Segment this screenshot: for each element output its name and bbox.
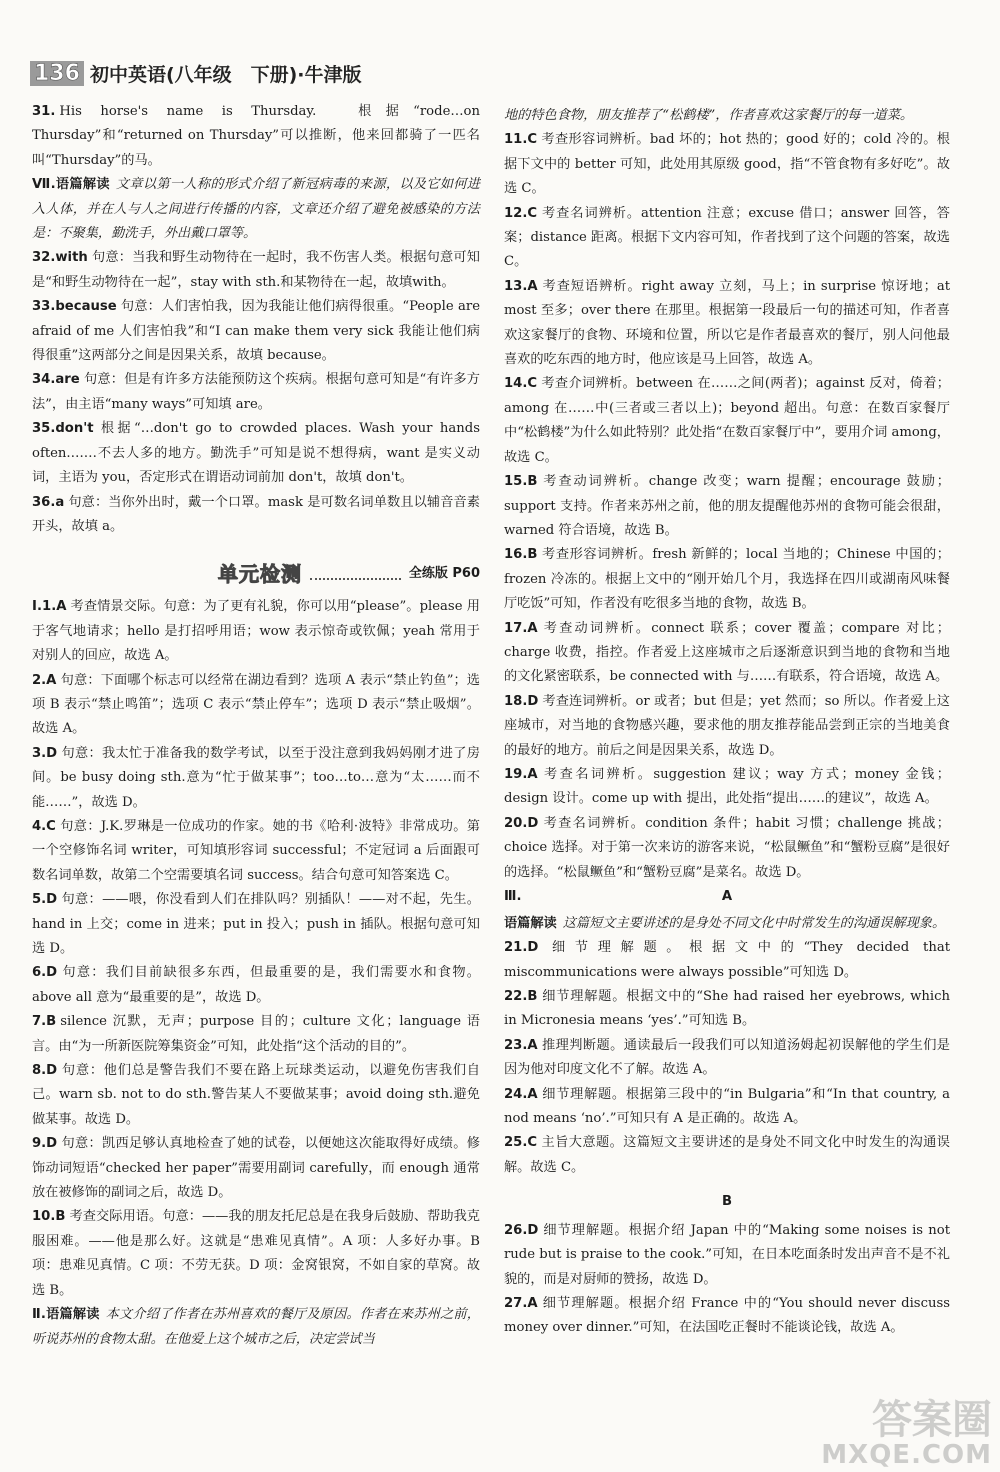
answer-list [32,100,480,173]
page-header [30,58,362,88]
answer-item [504,470,950,543]
unit-test-ref: 全练版 P60 [408,566,480,582]
answer-explanation: 考查动词辨析。connect 联系；cover 覆盖；compare 对比；charge 收费，指控。作者爱上这座城市之后逐渐意识到当地的食物和当地的文化紧密联系，be connected with 与……有联系，符合语境，故选 A。 [504,620,950,685]
answer-item [504,1292,950,1341]
answer-explanation: 细节理解题。根据文中的“They decided that miscommunications were always possible”可知选 D。 [504,940,950,980]
answer-explanation: silence 沉默，无声；purpose 目的；culture 文化；language 语言。由“为一所新医院筹集资金”可知，此处指“这个活动的目的”。 [32,1014,480,1054]
answer-number: 21.D [504,940,539,956]
answer-explanation: 考查短语辨析。right away 立刻，马上；in surprise 惊讶地；at most 至多；over there 在那里。根据第一段最后一句的描述可知，作者喜欢这家餐厅的食物、环境和位置，所以它是作者最喜欢的餐厅，别人问他最喜欢的吃东西的地方时，他应该是马上回答，故选 A。 [504,278,950,368]
answer-explanation: 考查动词辨析。change 改变；warn 提醒；encourage 鼓励；support 支持。作者来苏州之前，他的朋友提醒他苏州的食物可能会很甜，warned 符合语境，故选 B。 [504,474,950,538]
leader-dots [310,578,401,580]
answer-list [32,595,480,1303]
answer-explanation: 句意：J.K.罗琳是一位成功的作家。她的书《哈利·波特》非常成功。第一个空修饰名词 writer，可知填形容词 successful；不定冠词 a 后面跟可数名词单数，故第二个空需要填名词 success。结合句意可知答案选 C。 [32,818,480,883]
passage-b-heading: B [721,1194,733,1210]
answer-item [32,1010,480,1059]
answer-explanation: 句意：他们总是警告我们不要在路上玩球类运动，以避免伤害我们自己。warn sb. not to do sth.警告某人不要做某事；avoid doing sth.避免做某事。故选 D。 [32,1063,480,1127]
answer-item [504,1219,950,1292]
answer-item [32,100,480,173]
answer-explanation: 考查介词辨析。between 在……之间(两者)；against 反对，倚着；among 在……中(三者或三者以上)；beyond 超出。句意：在数百家餐厅中“松鹤楼”为什么如此特别？此处指“在数百家餐厅中”，要用介词 among，故选 C。 [504,376,950,465]
answer-explanation: 考查情景交际。句意：为了更有礼貌，你可以用“please”。please 用于客气地请求；hello 是打招呼用语；wow 表示惊奇或钦佩；yeah 常用于对别人的回应，故选 A。 [32,599,480,664]
answer-explanation: 主旨大意题。这篇短文主要讲述的是身处不同文化中时发生的沟通误解。故选 C。 [504,1135,950,1175]
answer-explanation: 细节理解题。根据介绍 Japan 中的“Making some noises is not rude but is praise to the cook.”可知，在日本吃面条时发出声音不是不礼貌的，而是对厨师的赞扬，故选 D。 [504,1222,950,1287]
answer-number: 20.D [504,815,539,831]
answer-item [504,617,950,690]
answer-number: 36.a [32,494,65,510]
answer-item [32,1132,480,1205]
answer-number: 17.A [504,620,538,636]
reading-summary: 语篇解读 这篇短文主要讲述的是身处不同文化中时常发生的沟通误解现象。 [504,915,946,931]
answer-number: 26.D [504,1222,539,1238]
answer-item [32,295,480,368]
answer-explanation: 句意：当我和野生动物待在一起时，我不伤害人类。根据句意可知是“和野生动物待在一起”，stay with sth.和某物待在一起，故填with。 [32,250,480,290]
answer-explanation: 考查连词辨析。or 或者；but 但是；yet 然而；so 所以。作者爱上这座城市，对当地的食物感兴趣，要求他的朋友推荐能品尝到正宗的当地美食的最好的地方。前后之间是因果关系，故选 D。 [504,693,950,758]
answer-number: 14.C [504,376,538,392]
answer-explanation: 考查形容词辨析。fresh 新鲜的；local 当地的；Chinese 中国的；frozen 冷冻的。根据上文中的“刚开始几个月，我选择在四川或湖南风味餐厅吃饭”可知，作者没有吃很多当地的食物，故选 B。 [504,547,950,612]
answer-item [32,595,480,668]
answer-number: 12.C [504,205,538,221]
answer-item [504,985,950,1034]
answer-item [32,742,480,815]
answer-list [504,936,950,1180]
answer-number: 13.A [504,278,538,294]
answer-list [32,246,480,539]
answer-explanation: 细节理解题。根据介绍 France 中的“You should never discuss money over dinner.”可知，在法国吃正餐时不能谈论钱，故选 A。 [504,1295,950,1336]
answer-explanation: 根据“…don't go to crowded places. Wash your hands often.……不去人多的地方。勤洗手”可知是说不想得病，want 是实义动词，主语为 you，否定形式在谓语动词前加 don't，故填 don't。 [32,421,480,486]
answer-explanation: 考查名词辨析。attention 注意；excuse 借口；answer 回答，答案；distance 距离。根据下文内容可知，作者找到了这个问题的答案，故选 C。 [504,205,950,270]
answer-number: 15.B [504,474,538,490]
watermark-logo: 答案圈 MXQE.COM [821,1397,992,1470]
answer-explanation: 句意：当你外出时，戴一个口罩。mask 是可数名词单数且以辅音音素开头，故填 a。 [32,494,480,534]
answer-number: 3.D [32,745,58,761]
answer-item [32,961,480,1010]
answer-number: 34.are [32,372,80,388]
book-title: 初中英语(八年级 下册)·牛津版 [89,63,362,86]
answer-explanation: 推理判断题。通读最后一段我们可以知道汤姆起初误解他的学生们是因为他对印度文化不了解。故选 A。 [504,1037,950,1078]
answer-number: Ⅰ.1.A [32,599,67,615]
answer-item [32,1059,480,1132]
answer-list [504,1219,950,1341]
answer-item [504,275,950,373]
answer-explanation: 句意：凯西足够认真地检查了她的试卷，以便她这次能取得好成绩。修饰动词短语“checked her paper”需要用副词 carefully，而 enough 通常放在被修饰的副词之后，故选 D。 [32,1136,480,1201]
answer-number: 24.A [504,1086,538,1102]
answer-number: 6.D [32,965,58,981]
answer-number: 35.don't [32,421,94,437]
answer-number: 31. [32,104,56,119]
answer-number: 5.D [32,892,58,908]
answer-item [504,763,950,812]
answer-item [32,368,480,417]
answer-item [32,669,480,742]
answer-item [32,1205,480,1303]
answer-item [504,1083,950,1132]
answer-explanation: 细节理解题。根据文中的“She had raised her eyebrows, which in Micronesia means ‘yes’.”可知选 B。 [504,989,950,1029]
section-vii-summary: Ⅶ.语篇解读 文章以第一人称的形式介绍了新冠病毒的来源，以及它如何进入人体，并在人与人之间进行传播的内容，文章还介绍了避免被感染的方法是：不聚集，勤洗手，外出戴口罩等。 [32,177,480,242]
answer-item [32,246,480,295]
section-iii-label: Ⅲ. [504,889,522,904]
answer-explanation: 考查形容词辨析。bad 坏的；hot 热的；good 好的；cold 冷的。根据下文中的 better 可知，此处用其原级 good，指“不管食物有多好吃”。故选 C。 [504,132,950,197]
answer-explanation: 句意：——喂，你没看到人们在排队吗？别插队！——对不起，先生。hand in 上交；come in 进来；put in 投入；push in 插队。根据句意可知选 D。 [32,892,480,956]
answer-number: 16.B [504,547,538,563]
answer-number: 18.D [504,693,539,709]
unit-test-title: 单元检测 [218,562,302,587]
answer-item [504,690,950,763]
answer-number: 32.with [32,250,88,266]
answer-number: 7.B [32,1014,57,1030]
answer-number: 2.A [32,672,57,688]
answer-explanation: 考查名词辨析。suggestion 建议；way 方式；money 金钱；design 设计。come up with 提出，此处指“提出……的建议”，故选 A。 [504,766,950,807]
answer-item [504,936,950,985]
answer-item [504,372,950,470]
answer-number: 4.C [32,818,56,834]
answer-number: 23.A [504,1037,538,1053]
answer-item [32,491,480,540]
answer-number: 8.D [32,1063,58,1079]
answer-number: 25.C [504,1135,538,1151]
answer-item [504,128,950,201]
continued-summary: 地的特色食物，朋友推荐了“松鹤楼”，作者喜欢这家餐厅的每一道菜。 [504,108,914,123]
answer-item [32,815,480,888]
left-column [32,100,480,1352]
page-number: 136 [30,61,84,86]
answer-explanation: 句意：我太忙于准备我的数学考试，以至于没注意到我妈妈刚才进了房间。be busy doing sth.意为“忙于做某事”；too…to…意为“太……而不能……”，故选 D。 [32,745,480,810]
answer-explanation: 考查名词辨析。condition 条件；habit 习惯；challenge 挑战；choice 选择。对于第一次来访的游客来说，“松鼠鳜鱼”和“蟹粉豆腐”是很好的选择。“松鼠鳜鱼”和“蟹粉豆腐”是菜名。故选 D。 [504,815,950,880]
answer-number: 9.D [32,1136,58,1152]
answer-number: 19.A [504,766,538,782]
answer-explanation: 句意：下面哪个标志可以经常在湖边看到？选项 A 表示“禁止钓鱼”；选项 B 表示“禁止鸣笛”；选项 C 表示“禁止停车”；选项 D 表示“禁止吸烟”。故选 A。 [32,672,480,737]
answer-number: 27.A [504,1295,538,1311]
answer-explanation: His horse's name is Thursday. 根据“rode…on Thursday”和“returned on Thursday”可以推断，他来回都骑了一匹名叫“Thursday”的马。 [32,104,480,168]
answer-explanation: 句意：人们害怕我，因为我能让他们病得很重。“People are afraid of me 人们害怕我”和“I can make them very sick 我能让他们病得很重”这两部分之间是因果关系，故填 because。 [32,299,480,364]
answer-item [32,417,480,490]
answer-item [32,888,480,961]
answer-explanation: 细节理解题。根据第三段中的“in Bulgaria”和“In that country, a nod means ‘no’.”可知只有 A 是正确的。故选 A。 [504,1086,950,1127]
passage-a-heading: A [721,889,733,905]
answer-item [504,1131,950,1180]
answer-explanation: 句意：我们目前缺很多东西，但最重要的是，我们需要水和食物。above all 意为“最重要的是”，故选 D。 [32,965,480,1005]
answer-item [504,202,950,275]
answer-explanation: 句意：但是有许多方法能预防这个疾病。根据句意可知是“有许多方法”，由主语“many ways”可知填 are。 [32,372,480,412]
answer-number: 11.C [504,132,538,148]
unit-test-heading [32,559,480,589]
answer-explanation: 考查交际用语。句意：——我的朋友托尼总是在我身后鼓励、帮助我克服困难。——他是那么好。这就是“患难见真情”。A 项：人多好办事。B 项：患难见真情。C 项：不劳无获。D 项：金窝银窝，不如自家的草窝。故选 B。 [32,1209,480,1298]
answer-list [504,128,950,885]
answer-item [504,812,950,885]
right-column [504,104,950,1341]
answer-item [504,1034,950,1083]
section-ii-summary: Ⅱ.语篇解读 本文介绍了作者在苏州喜欢的餐厅及原因。作者在来苏州之前，听说苏州的食物太甜。在他爱上这个城市之后，决定尝试当 [32,1307,480,1347]
answer-number: 33.because [32,299,117,315]
answer-item [504,543,950,616]
answer-number: 10.B [32,1209,66,1225]
answer-number: 22.B [504,989,538,1005]
